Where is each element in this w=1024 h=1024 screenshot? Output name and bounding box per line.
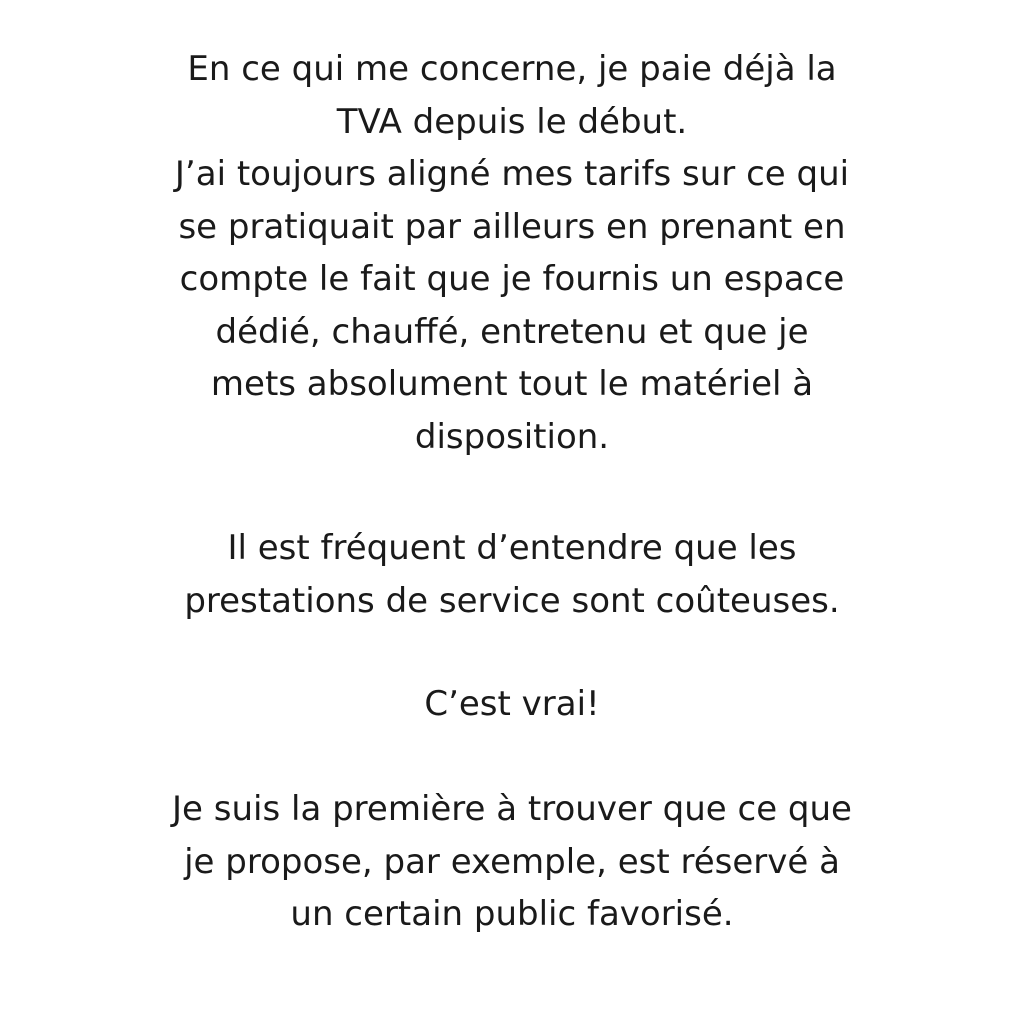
text-line: Je suis la première à trouver que ce que [172, 789, 852, 829]
paragraph-cest-vrai [0, 678, 1024, 731]
text-line: je propose, par exemple, est réservé à [184, 841, 840, 882]
text-line: dédié, chauffé, entretenu et que je [215, 311, 809, 352]
text-line: disposition. [414, 416, 610, 457]
text-line: mets absolument tout le matériel à [210, 364, 814, 404]
text-line: En ce qui me concerne, je paie déjà la [187, 49, 837, 89]
text-line: un certain public favorisé. [290, 894, 734, 934]
text-line: C’est vrai! [424, 684, 600, 724]
text-line: se pratiquait par ailleurs en prenant en [178, 206, 846, 247]
text-line: compte le fait que je fournis un espace [179, 259, 845, 299]
text-line: prestations de service sont coûteuses. [184, 580, 840, 621]
paragraph-public-favorise [0, 783, 1024, 941]
text-line: Il est fréquent d’entendre que les [227, 528, 797, 568]
paragraph-services-cost [0, 522, 1024, 627]
paragraph-tva [0, 43, 1024, 463]
text-line: TVA depuis le début. [336, 101, 688, 142]
text-line: J’ai toujours aligné mes tarifs sur ce qui [174, 154, 850, 194]
